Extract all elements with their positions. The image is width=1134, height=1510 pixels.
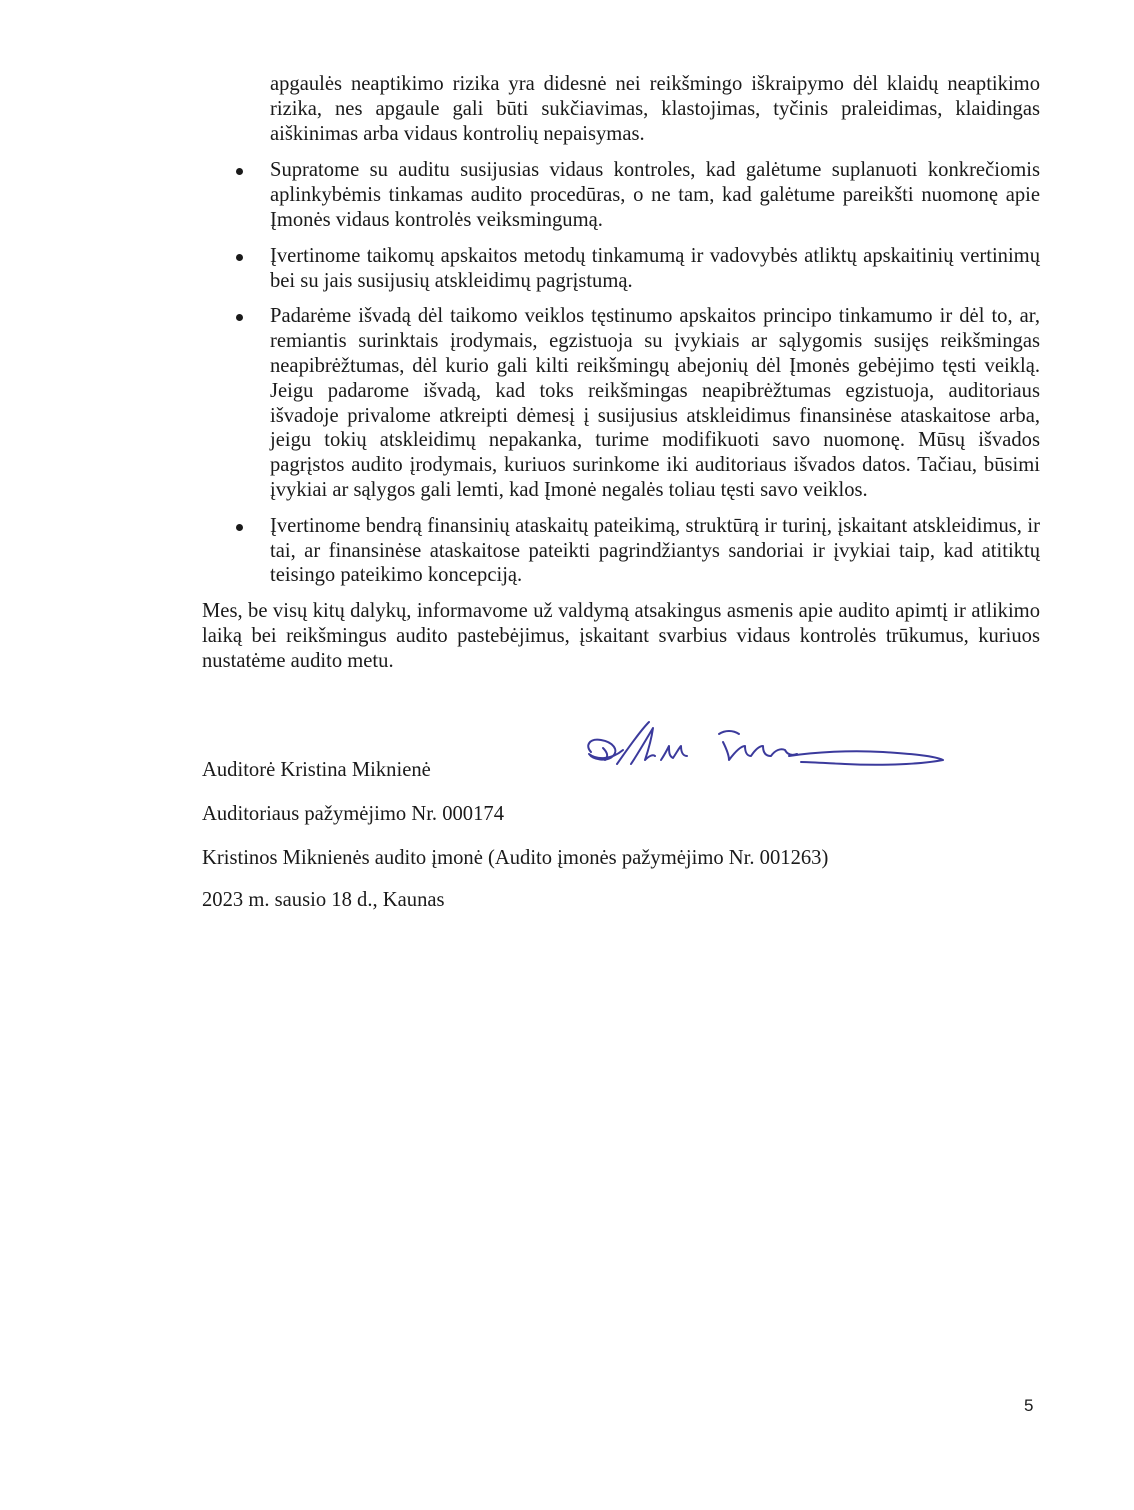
auditor-certificate: Auditoriaus pažymėjimo Nr. 000174 xyxy=(202,803,504,825)
list-item xyxy=(202,514,1040,588)
bullet-list xyxy=(202,158,1040,588)
bullet-icon xyxy=(236,524,243,531)
document-body xyxy=(202,72,1040,674)
auditor-name: Auditorė Kristina Miknienė xyxy=(202,759,431,781)
list-item-text: Įvertinome taikomų apskaitos metodų tinkamumą ir vadovybės atliktų apskaitinių vertinimų bei su jais susijusių atskleidimų pagrįstumą. xyxy=(270,244,1040,292)
list-item xyxy=(202,304,1040,502)
bullet-icon xyxy=(236,168,243,175)
continuation-paragraph: apgaulės neaptikimo rizika yra didesnė nei reikšmingo iškraipymo dėl klaidų neaptikimo rizika, nes apgaule gali būti sukčiavimas, klastojimas, tyčinis praleidimas, klaidingas aiškinimas arba vidaus kontrolių nepaisymas. xyxy=(270,73,1040,145)
list-item-text: Padarėme išvadą dėl taikomo veiklos tęstinumo apskaitos principo tinkamumo ir dėl to, ar, remiantis surinktais įrodymais, egzistuoja su įvykiais ar sąlygomis susijęs reikšmingas neapibrėžtumas, dėl kurio gali kilti reikšmingų abejonių dėl Įmonės gebėjimo tęsti veiklą. Jeigu padarome išvadą, kad toks reikšmingas neapibrėžtumas egzistuoja, auditoriaus išvadoje privalome atkreipti dėmesį į susijusius atskleidimus finansinėse ataskaitose arba, jeigu tokių atskleidimų nepakanka, turime modifikuoti savo nuomonę. Mūsų išvados pagrįstos audito įrodymais, kuriuos surinkome iki auditoriaus išvados datos. Tačiau, būsimi įvykiai ar sąlygos gali lemti, kad Įmonė negalės toliau tęsti savo veiklos. xyxy=(270,305,1040,501)
bullet-icon xyxy=(236,314,243,321)
list-item-text: Įvertinome bendrą finansinių ataskaitų pateikimą, struktūrą ir turinį, įskaitant atskleidimus, ir tai, ar finansinėse ataskaitose pateikti pagrindžiantys sandoriai ir įvykiai taip, kad atitiktų teisingo pateikimo koncepciją. xyxy=(270,514,1040,587)
page-number: 5 xyxy=(1024,1396,1034,1415)
list-item xyxy=(202,158,1040,232)
signature-icon xyxy=(583,716,953,778)
audit-firm: Kristinos Miknienės audito įmonė (Audito įmonės pažymėjimo Nr. 001263) xyxy=(202,847,829,869)
closing-paragraph: Mes, be visų kitų dalykų, informavome už valdymą atsakingus asmenis apie audito apimtį ir atlikimo laiką bei reikšmingus audito pastebėjimus, įskaitant svarbius vidaus kontrolės trūkumus, kuriuos nustatėme audito metu. xyxy=(202,600,1040,672)
list-item-text: Supratome su auditu susijusias vidaus kontroles, kad galėtume suplanuoti konkrečiomis aplinkybėmis tinkamas audito procedūras, o ne tam, kad galėtume pareikšti nuomonę apie Įmonės vidaus kontrolės veiksmingumą. xyxy=(270,159,1040,231)
bullet-icon xyxy=(236,254,243,261)
date-place: 2023 m. sausio 18 d., Kaunas xyxy=(202,889,445,911)
list-item xyxy=(202,244,1040,294)
